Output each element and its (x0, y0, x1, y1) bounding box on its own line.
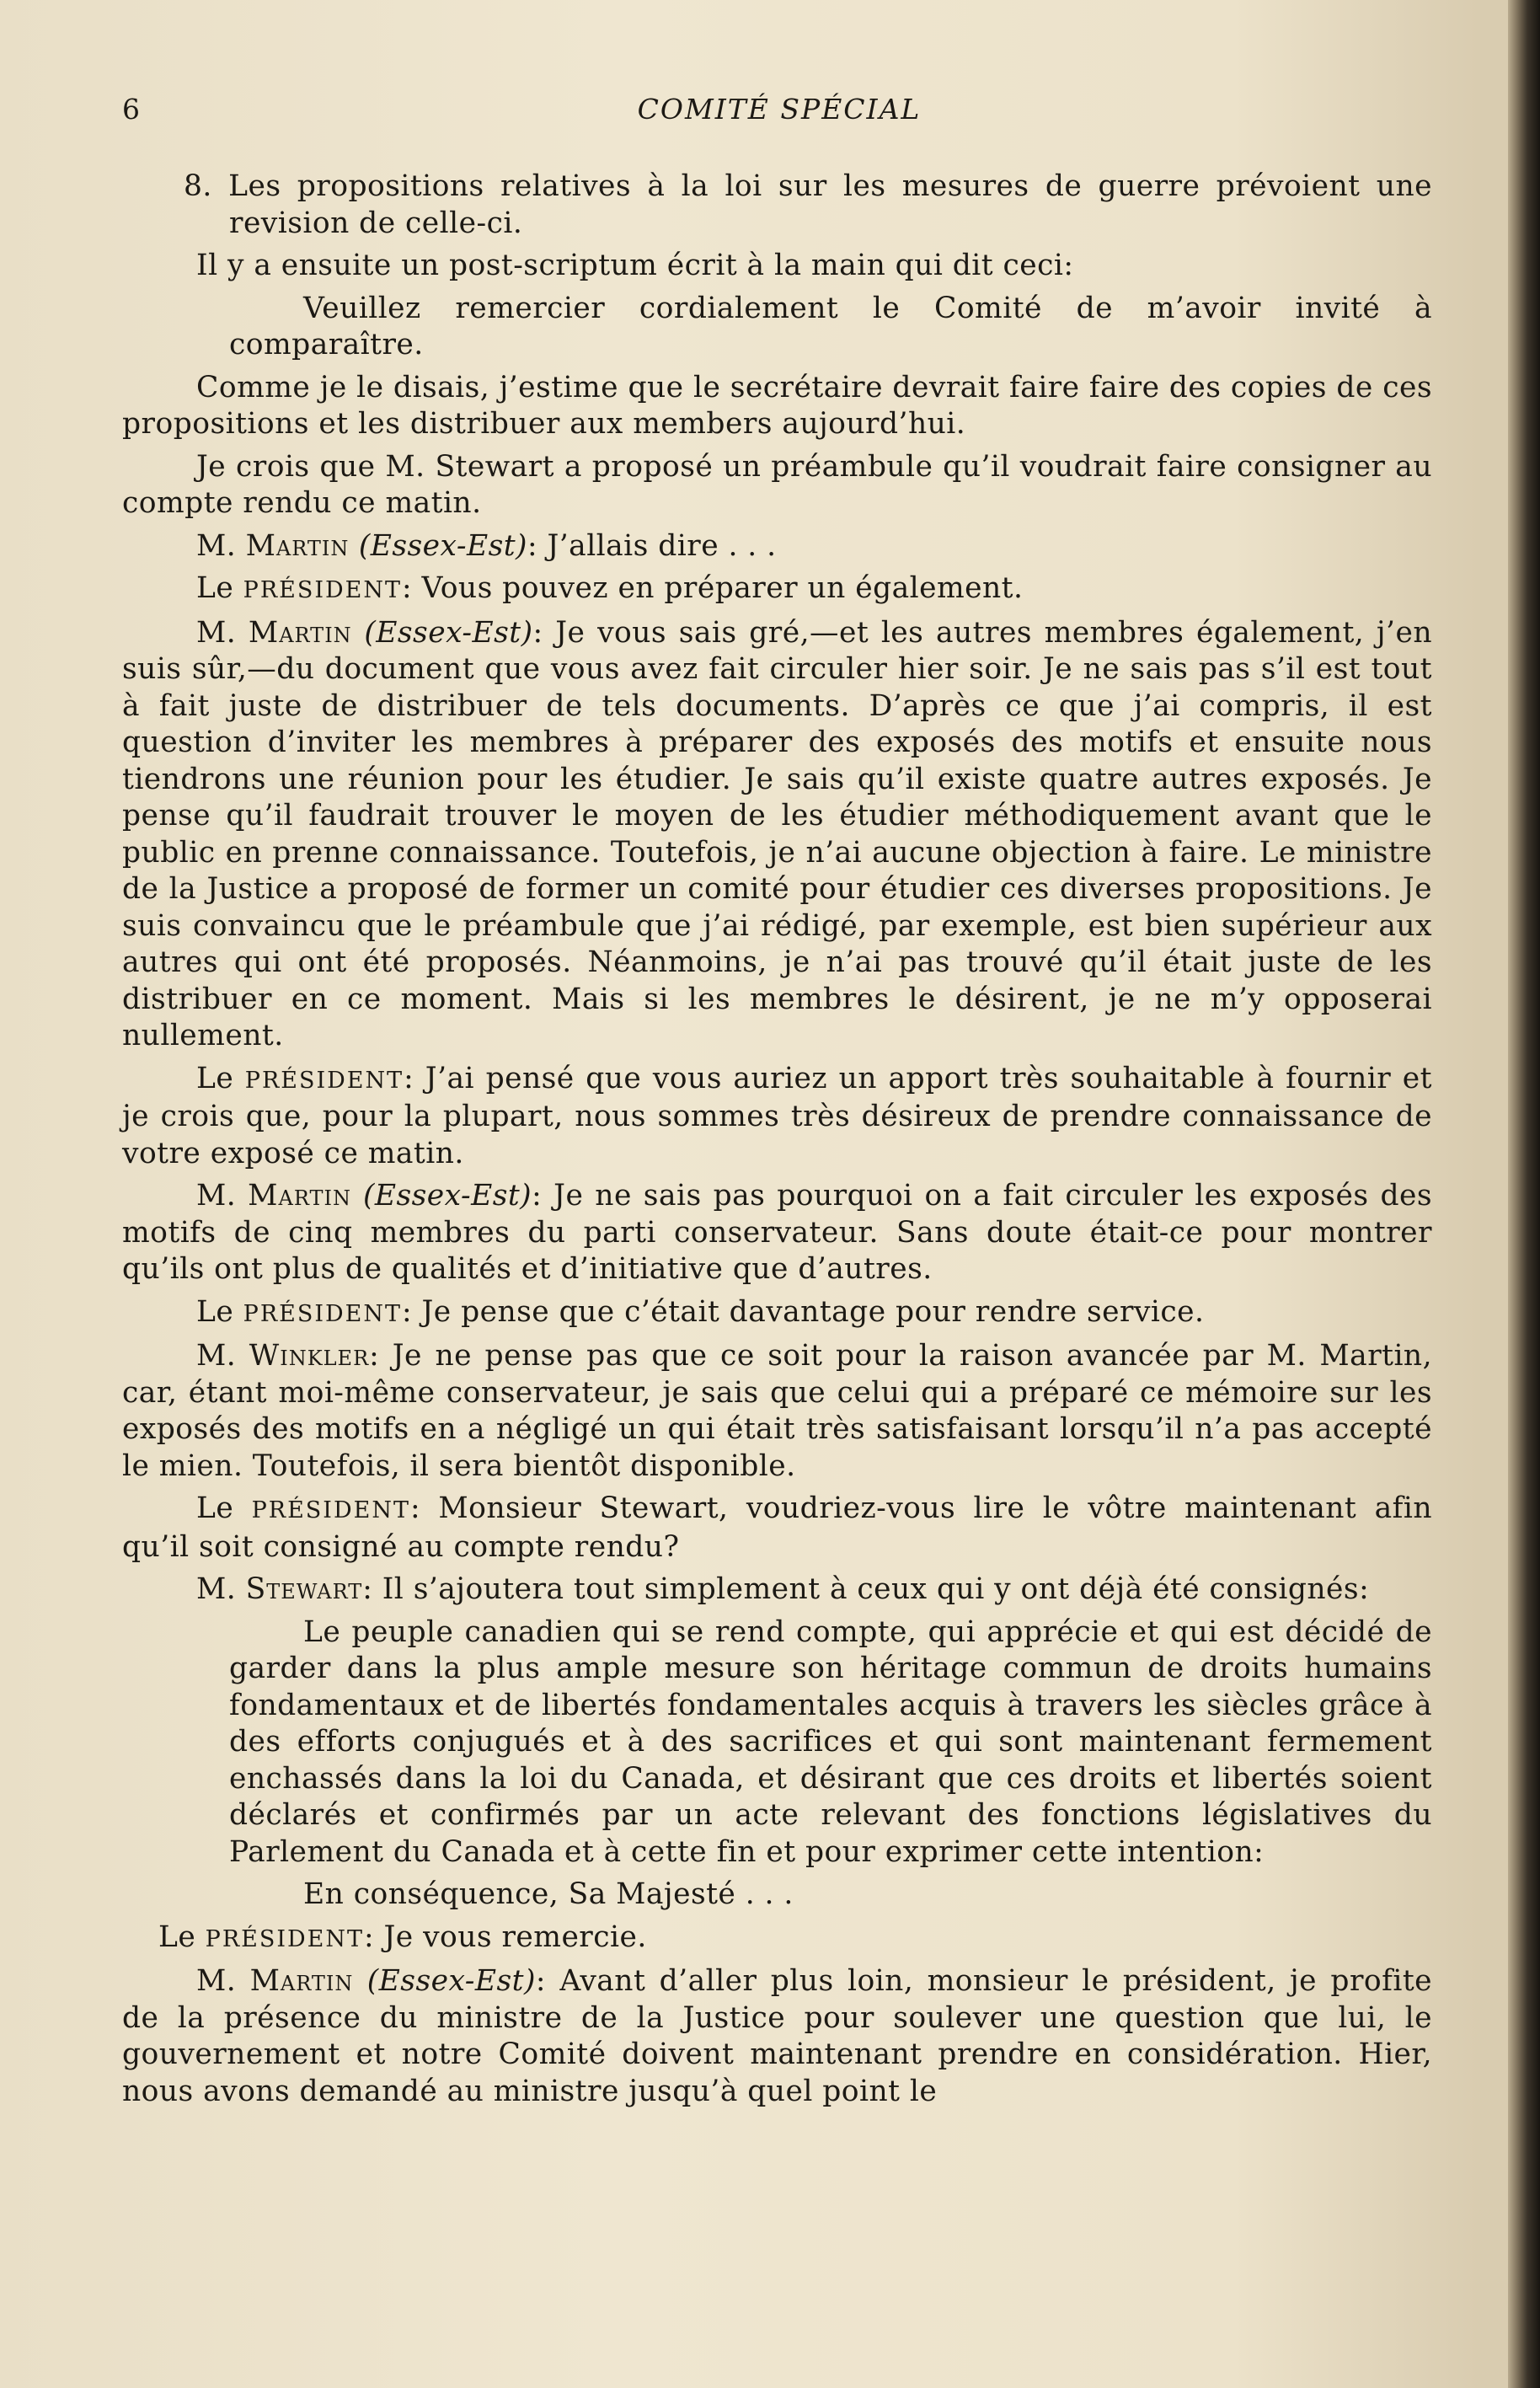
paragraph-text: Il y a ensuite un post-scriptum écrit à la main qui dit ceci: (196, 249, 1074, 282)
speaker-name: Martin (248, 1179, 351, 1213)
paragraph-text: : Vous pouvez en préparer un également. (402, 571, 1024, 605)
paragraph-text: Comme je le disais, j’estime que le secrétaire devrait faire faire des copies de ces propositions et les distribuer aux members aujourd’hui. (122, 370, 1432, 441)
speaker-name: PRÉSIDENT (243, 577, 403, 603)
paragraph-text: : Je vous remercie. (364, 1920, 647, 1954)
paragraph-text (351, 1179, 363, 1213)
paragraph-text: Le (196, 571, 243, 605)
running-title: COMITÉ SPÉCIAL (637, 93, 922, 126)
paragraph-text: M. (196, 1339, 249, 1373)
paragraph-text: M. (196, 615, 249, 650)
speaker-name: Winkler (249, 1339, 370, 1373)
paragraph (122, 1338, 1432, 1485)
paragraph-text: M. (196, 528, 246, 563)
paragraph (122, 1920, 1432, 1958)
paragraph (122, 1294, 1432, 1333)
paragraph-text: : Avant d’aller plus loin, monsieur le président, je profite de la présence du ministre de la Justice pour soulever une question que lui, le gouvernement et notre Comité doivent maintenant prendre en considération. Hier, nous avons demandé au ministre jusqu’à quel point le (122, 1964, 1433, 2108)
speaker-name: Martin (249, 1964, 354, 1998)
paragraph (122, 449, 1432, 522)
paragraph (122, 370, 1432, 443)
paragraph-text: : Je vous sais gré,—et les autres membres également, j’en suis sûr,—du document que vous avez fait circuler hier soir. Je ne sais pas s’il est tout à fait juste de distribuer de tels documents. D’après ce que j’ai compris, il est question d’inviter les membres à préparer des exposés des motifs et ensuite nous tiendrons une réunion pour les étudier. Je sais qu’il existe quatre autres exposés. Je pense qu’il faudrait trouver le moyen de les étudier méthodiquement avant que le public en prenne connaissance. Toutefois, je n’ai aucune objection à faire. Le ministre de la Justice a proposé de former un comité pour étudier ces diverses propositions. Je suis convaincu que le préambule que j’ai rédigé, par exemple, est bien supérieur aux autres qui ont été proposés. Néanmoins, je n’ai pas trouvé qu’il était juste de les distribuer en ce moment. Mais si les membres le désirent, je ne m’y opposerai nullement. (122, 615, 1432, 1052)
paragraph (122, 1571, 1432, 1609)
paragraph-text: Le (196, 1061, 245, 1095)
paragraph-text: M. (196, 1179, 249, 1213)
paragraph-text: Le (196, 1491, 252, 1525)
paragraph-text: : Je ne pense pas que ce soit pour la raison avancée par M. Martin, car, étant moi-même conservateur, je sais que celui qui a préparé ce mémoire sur les exposés des motifs en a négligé un qui était très satisfaisant lorsqu’il n’a pas accepté le mien. Toutefois, il sera bientôt disponible. (122, 1339, 1433, 1483)
speaker-name: PRÉSIDENT (244, 1067, 404, 1094)
paragraph-text (353, 1964, 366, 1998)
paragraph (122, 248, 1432, 285)
speaker-name: PRÉSIDENT (251, 1497, 410, 1523)
paragraph (122, 570, 1432, 609)
body-text (122, 169, 1432, 2116)
paragraph-text: : Il s’ajoutera tout simplement à ceux qui y ont déjà été consignés: (362, 1572, 1370, 1606)
paragraph (122, 1178, 1432, 1288)
paragraph-text: : J’allais dire . . . (527, 528, 777, 563)
paragraph-text: : Monsieur Stewart, voudriez-vous lire le vôtre maintenant afin qu’il soit consigné au compte rendu? (122, 1491, 1432, 1564)
paragraph-text: : Je ne sais pas pourquoi on a fait circuler les exposés des motifs de cinq membres du parti conservateur. Sans doute était-ce pour montrer qu’ils ont plus de qualités et d’initiative que d’autres. (122, 1179, 1433, 1286)
speaker-name: (Essex-Est) (362, 1179, 532, 1213)
paragraph (122, 1963, 1432, 2110)
speaker-name: (Essex-Est) (366, 1964, 536, 1998)
paragraph (122, 1614, 1432, 1871)
paragraph (122, 169, 1432, 242)
paragraph-text: Le peuple canadien qui se rend compte, qui apprécie et qui est décidé de garder dans la plus ample mesure son héritage commun de droits humains fondamentaux et de libertés fondamentales acquis à travers les siècles grâce à des efforts conjugués et à des sacrifices et qui sont maintenant fermement enchassés dans la loi du Canada, et désirant que ces droits et libertés soient déclarés et confirmés par un acte relevant des fonctions législatives du Parlement du Canada et à cette fin et pour exprimer cette intention: (229, 1614, 1432, 1869)
paragraph-text: Le (196, 1294, 243, 1329)
paragraph (122, 615, 1432, 1055)
page-header (122, 93, 1436, 135)
paragraph-text: Veuillez remercier cordialement le Comité de m’avoir invité à comparaître. (229, 291, 1432, 361)
paragraph-text: : J’ai pensé que vous auriez un apport très souhaitable à fournir et je crois que, pour la plupart, nous sommes très désireux de prendre connaissance de votre exposé ce matin. (122, 1061, 1432, 1170)
paragraph-text (349, 529, 358, 563)
paragraph (122, 1061, 1432, 1173)
paragraph (122, 1877, 1432, 1914)
speaker-name: PRÉSIDENT (205, 1925, 365, 1952)
page-number: 6 (122, 93, 141, 126)
paragraph-text: En conséquence, Sa Majesté . . . (303, 1877, 794, 1911)
speaker-name: PRÉSIDENT (243, 1300, 403, 1327)
paragraph-text (352, 616, 365, 650)
paragraph-text: M. (196, 1572, 246, 1606)
paragraph-text: Je crois que M. Stewart a proposé un préambule qu’il voudrait faire consigner au compte rendu ce matin. (122, 449, 1432, 520)
paragraph (122, 528, 1432, 565)
paragraph (122, 291, 1432, 364)
paragraph-text: Le (158, 1920, 206, 1954)
paragraph-text: : Je pense que c’était davantage pour rendre service. (402, 1294, 1205, 1329)
speaker-name: Martin (245, 528, 350, 563)
paragraph-text: M. (196, 1964, 250, 1998)
page-binding-edge (1508, 0, 1540, 2388)
speaker-name: (Essex-Est) (358, 528, 527, 563)
paragraph-text: 8. Les propositions relatives à la loi sur les mesures de guerre prévoient une revision de celle-ci. (184, 169, 1432, 240)
speaker-name: (Essex-Est) (364, 615, 533, 650)
paragraph (122, 1491, 1432, 1566)
speaker-name: Stewart (245, 1572, 363, 1606)
speaker-name: Martin (248, 615, 352, 650)
